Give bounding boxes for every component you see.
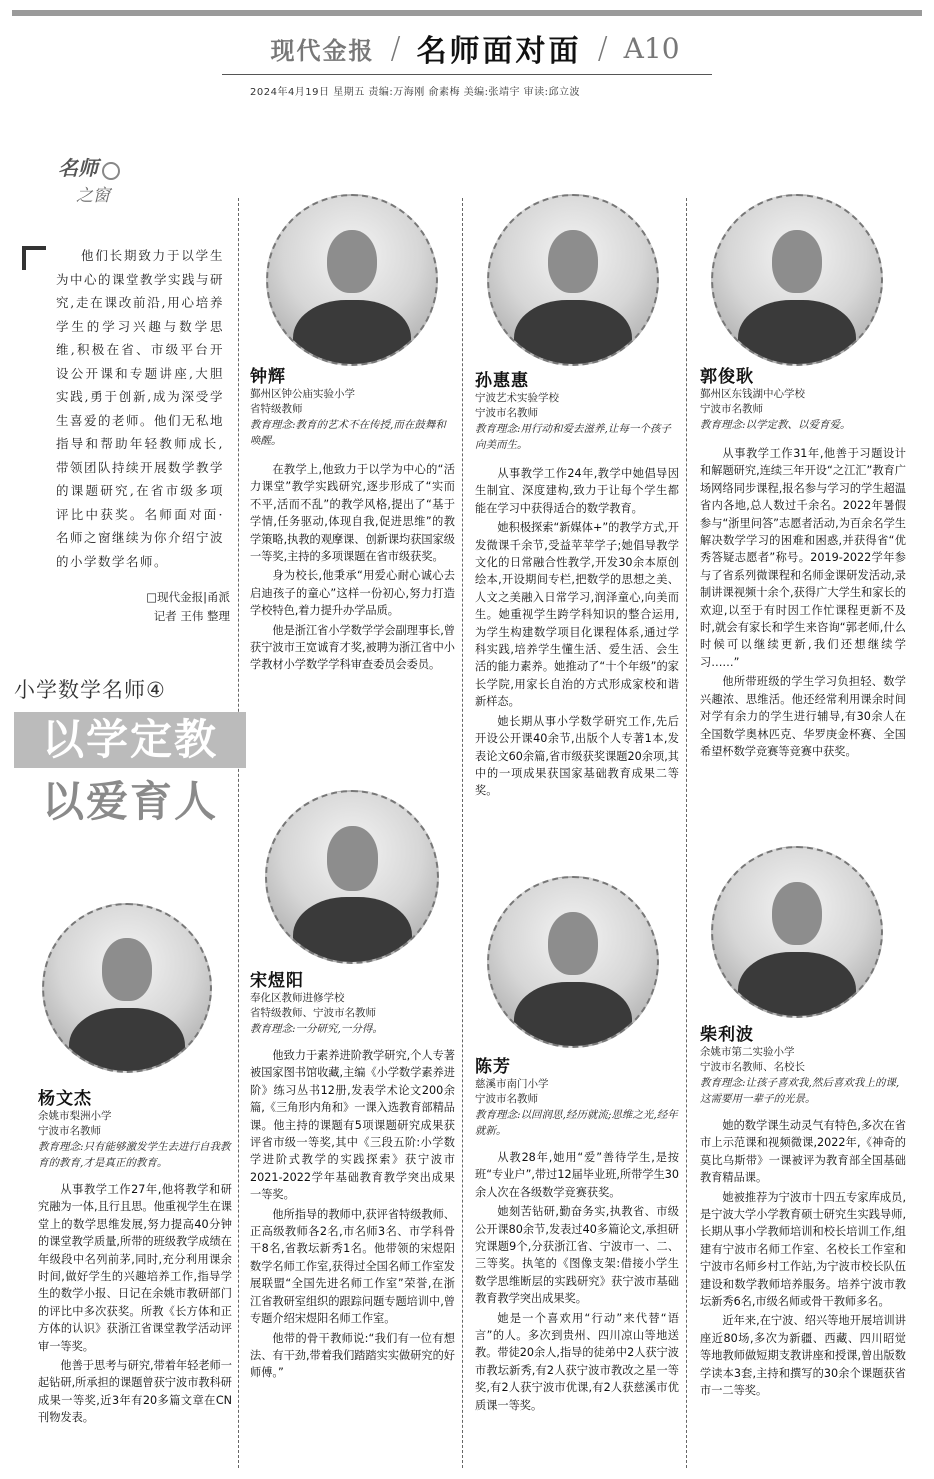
teacher-school: 鄞州区钟公庙实验小学 (250, 388, 355, 400)
teacher-title: 省特级教师 (250, 403, 303, 415)
teacher-school: 宁波艺术实验学校 (475, 392, 559, 404)
teacher-philosophy: 教育理念:用行动和爱去滋养,让每一个孩子向美而生。 (475, 423, 671, 451)
teacher-profile (250, 966, 455, 1384)
article-paragraph: 从教28年,她用“爱”善待学生,是按班“专业户”,带过12届毕业班,所带学生30余人次在各级数学竞赛获奖。 (475, 1151, 679, 1199)
teacher-profile (38, 1084, 232, 1429)
teacher-school: 鄞州区东钱湖中心学校 (700, 388, 805, 400)
article-paragraph: 从事教学工作24年,教学中她倡导因生制宜、深度建构,致力于让每个学生都能在学习中获得适合的数学教育。 (475, 467, 679, 515)
article-paragraph: 他善于思考与研究,带着年轻老师一起钻研,所承担的课题曾获宁波市教科研成果一等奖,近3年有20多篇文章在CN刊物发表。 (38, 1359, 232, 1425)
teacher-photo (266, 194, 438, 366)
teacher-school: 余姚市梨洲小学 (38, 1110, 112, 1122)
teacher-name: 杨文杰 (38, 1089, 92, 1109)
article-paragraph: 她是一个喜欢用“行动”来代替“语言”的人。多次到贵州、四川凉山等地送教。带徒20余人,指导的徒弟中2人获宁波市教坛新秀,有2人获宁波市教改之星一等奖,有2人获宁波市优课,有2人获慈溪市优质课一等奖。 (475, 1311, 679, 1412)
intro-credit: □现代金报|甬派 记者 王伟 整理 (146, 590, 230, 623)
teacher-photo (711, 846, 883, 1018)
teacher-name: 陈芳 (475, 1057, 511, 1077)
teacher-name: 郭俊耿 (700, 367, 754, 387)
column-separator (686, 198, 687, 1468)
teacher-school: 余姚市第二实验小学 (700, 1046, 795, 1058)
teacher-philosophy: 教育理念:只有能够激发学生去进行自我教育的教育,才是真正的教育。 (38, 1141, 231, 1169)
article-paragraph: 她积极探索“新媒体+”的教学方式,开发微课千余节,受益苹苹学子;她倡导教学文化的日常融合性教学,开发30余本原创绘本,开设期间专栏,把数学的思想之美、人文之美融入日常学习,润泽童心,向美而生。她重视学生跨学科知识的整合运用,为学生构建数学项目化课程体系,通过学科实践,培养学生懂生活、爱生活、会生活的能力素养。她推动了“十个年级”的家长学院,用家长自治的方式形成家校和谐新样态。 (475, 521, 679, 709)
teacher-school: 奉化区教师进修学校 (250, 992, 345, 1004)
series-title: 小学数学名师④ (14, 678, 166, 702)
teacher-name: 宋煜阳 (250, 971, 304, 991)
article-paragraph: 他致力于素养进阶教学研究,个人专著被国家图书馆收藏,主编《小学数学素养进阶》练习丛书12册,发表学术论文200余篇,《三角形内角和》一课入选教育部精品课。他主持的课题有5项课题研究成果获评省市级一等奖,其中《三段五阶:小学数学进阶式教学的实践探索》获宁波市2021-2022学年基础教育教学突出成果一等奖。 (250, 1049, 455, 1202)
top-rule (12, 10, 922, 16)
teacher-photo (711, 194, 883, 366)
column-logo: 名师 之窗 (58, 152, 168, 212)
teacher-photo (487, 194, 659, 366)
teacher-school: 慈溪市南门小学 (475, 1078, 549, 1090)
newspaper-brand: 现代金报 (270, 35, 375, 65)
article-paragraph: 她长期从事小学数学研究工作,先后开设公开课40余节,出版个人专著1本,发表论文60余篇,省市级获奖课题20余项,其中的一项成果获国家基础教育成果二等奖。 (475, 714, 679, 798)
headline-line-2: 以爱育人 (41, 777, 218, 826)
article-paragraph: 她的数学课生动灵气有特色,多次在省市上示范课和视频微课,2022年,《神奇的莫比乌斯带》一课被评为教育部全国基础教育精品课。 (700, 1119, 906, 1185)
teacher-title: 宁波市名教师 (700, 403, 763, 415)
column-separator (462, 198, 463, 1468)
teacher-philosophy: 教育理念:以学定教、以爱育爱。 (700, 419, 851, 431)
article-paragraph: 她刻苦钻研,勤奋务实,执教省、市级公开课80余节,发表过40多篇论文,承担研究课题9个,分获浙江省、宁波市一、二、三等奖。执笔的《图像支架:借接小学生数学思维断层的实践研究》获宁波市基础教育教学突出成果奖。 (475, 1205, 679, 1306)
teacher-title: 宁波市名教师 (475, 1093, 538, 1105)
article-paragraph: 他所带班级的学生学习负担轻、数学兴趣浓、思维活。他还经常利用课余时间对学有余力的学生进行辅导,有30余人在全国数学奥林匹克、华罗庚金杯赛、全国希望杯数学竞赛等竞赛中获奖。 (700, 675, 906, 758)
teacher-profile (700, 1020, 906, 1402)
teacher-philosophy: 教育理念:一分研究,一分得。 (250, 1023, 383, 1035)
teacher-philosophy: 教育理念:让孩子喜欢我,然后喜欢我上的课,这需要用一辈子的光景。 (700, 1077, 900, 1105)
masthead-divider: / (390, 30, 401, 66)
teacher-profile (475, 1052, 679, 1416)
teacher-title: 宁波市名教师、名校长 (700, 1061, 805, 1073)
article-paragraph: 从事教学工作31年,他善于习题设计和解题研究,连续三年开设“之江汇”教育广场网络同步课程,报名参与学习的学生超温省内各地,总人数过千余名。2022年暑假参与“浙里问答”志愿者活动,为百余名学生解决数学学习的困难和困惑,并获得省“优秀答疑志愿者”称号。2019-2022学年参与了省系列微课程和名师金课研发活动,录制讲课视频十余个,获得广大学生和家长的欢迎,以至于有时因工作忙课程更新不及时,就会有家长和学生来咨询“郭老师,什么时候可以继续更新,我们还想继续学习……” (700, 447, 906, 669)
column-separator (238, 198, 239, 1468)
teacher-philosophy: 教育理念:以回润思,经历就流;思维之光,经年就新。 (475, 1109, 678, 1137)
page-number: A10 (623, 31, 680, 65)
intro-paragraph: 他们长期致力于以学生为中心的课堂教学实践与研究,走在课改前沿,用心培养学生的学习兴趣与数学思维,积极在省、市级平台开设公开课和专题讲座,大胆实践,勇于创新,成为深受学生喜爱的老师。他们无私地指导和帮助年轻教师成长,带领团队持续开展数学教学的课题研究,在省市级多项评比中获奖。名师面对面·名师之窗继续为你介绍宁波的小学数学名师。 (56, 248, 225, 569)
article-paragraph: 在教学上,他致力于以学为中心的“活力课堂”教学实践研究,逐步形成了“实而不平,活而不乱”的教学风格,提出了“基于学情,任务驱动,体现自我,促进思维”的教学策略,执教的观摩课、创新课均获国家级一等奖,主持的多项课题在省市级获奖。 (250, 463, 455, 564)
teacher-name: 钟辉 (250, 367, 286, 387)
article-paragraph: 身为校长,他秉承“用爱心耐心诚心去启迪孩子的童心”这样一份初心,努力打造学校特色,着力提升办学品质。 (250, 569, 455, 618)
article-paragraph: 他所指导的教师中,获评省特级教师、正高级教师各2名,市名师3名、市学科骨干8名,省教坛新秀1名。他带领的宋煜阳数学名师工作室,获得过全国名师工作室发展联盟“全国先进名师工作室”荣誉,在浙江省教研室组织的跟踪问题专题培训中,曾专题介绍宋煜阳名师工作室。 (250, 1207, 455, 1326)
teacher-name: 柴利波 (700, 1025, 754, 1045)
masthead (150, 28, 800, 68)
teacher-photo (487, 876, 659, 1048)
article-paragraph: 从事教学工作27年,他将教学和研究融为一体,且行且思。他重视学生在课堂上的数学思维发展,努力提高40分钟的课堂教学质量,所带的班级教学成绩在年级段中名列前茅,同时,充分利用课余时间,做好学生的兴趣培养工作,指导学生的数学小报、日记在余姚市教研部门的评比中多次获奖。所教《长方体和正方体的认识》获浙江省课堂教学活动评审一等奖。 (38, 1183, 232, 1353)
teacher-title: 省特级教师、宁波市名教师 (250, 1007, 376, 1019)
teacher-photo (265, 790, 439, 964)
masthead-rule (222, 74, 712, 75)
teacher-name: 孙惠惠 (475, 371, 529, 391)
teacher-title: 宁波市名教师 (475, 407, 538, 419)
article-paragraph: 她被推荐为宁波市十四五专家库成员,是宁波大学小学教育硕士研究生实践导师,长期从事小学教师培训和校长培训工作,组建有宁波市名师工作室、名校长工作室和宁波市名师乡村工作站,为宁波市校长队伍建设和数学教师培养服务。培养宁波市教坛新秀6名,市级名师或骨干教师多名。 (700, 1190, 906, 1309)
article-paragraph: 他带的骨干教师说:“我们有一位有想法、有干劲,带着我们踏踏实实做研究的好师傅。” (250, 1331, 455, 1380)
teacher-profile (250, 362, 455, 676)
headline-line-1: 以学定教 (14, 712, 246, 768)
quote-corner-mark (22, 246, 46, 270)
teacher-title: 宁波市名教师 (38, 1125, 101, 1137)
teacher-photo (42, 903, 212, 1073)
article-paragraph: 近年来,在宁波、绍兴等地开展培训讲座近80场,多次为新疆、西藏、四川昭觉等地教师做短期支教讲座和授课,曾出版数学读本3套,主持和撰写的30余个课题获省市一二等奖。 (700, 1314, 906, 1398)
article-paragraph: 他是浙江省小学数学学会副理事长,曾获宁波市王宽诚育才奖,被聘为浙江省中小学教材小学数学学科审查委员会委员。 (250, 623, 455, 672)
lightbulb-icon (102, 162, 120, 180)
teacher-philosophy: 教育理念:教育的艺术不在传授,而在鼓舞和唤醒。 (250, 419, 446, 447)
dateline: 2024年4月19日 星期五 责编:万海刚 俞素梅 美编:张靖宇 审读:邱立波 (250, 87, 581, 98)
masthead-divider: / (597, 30, 608, 66)
section-title: 名师面对面 (416, 34, 582, 69)
teacher-profile (475, 366, 679, 802)
teacher-profile (700, 362, 906, 762)
